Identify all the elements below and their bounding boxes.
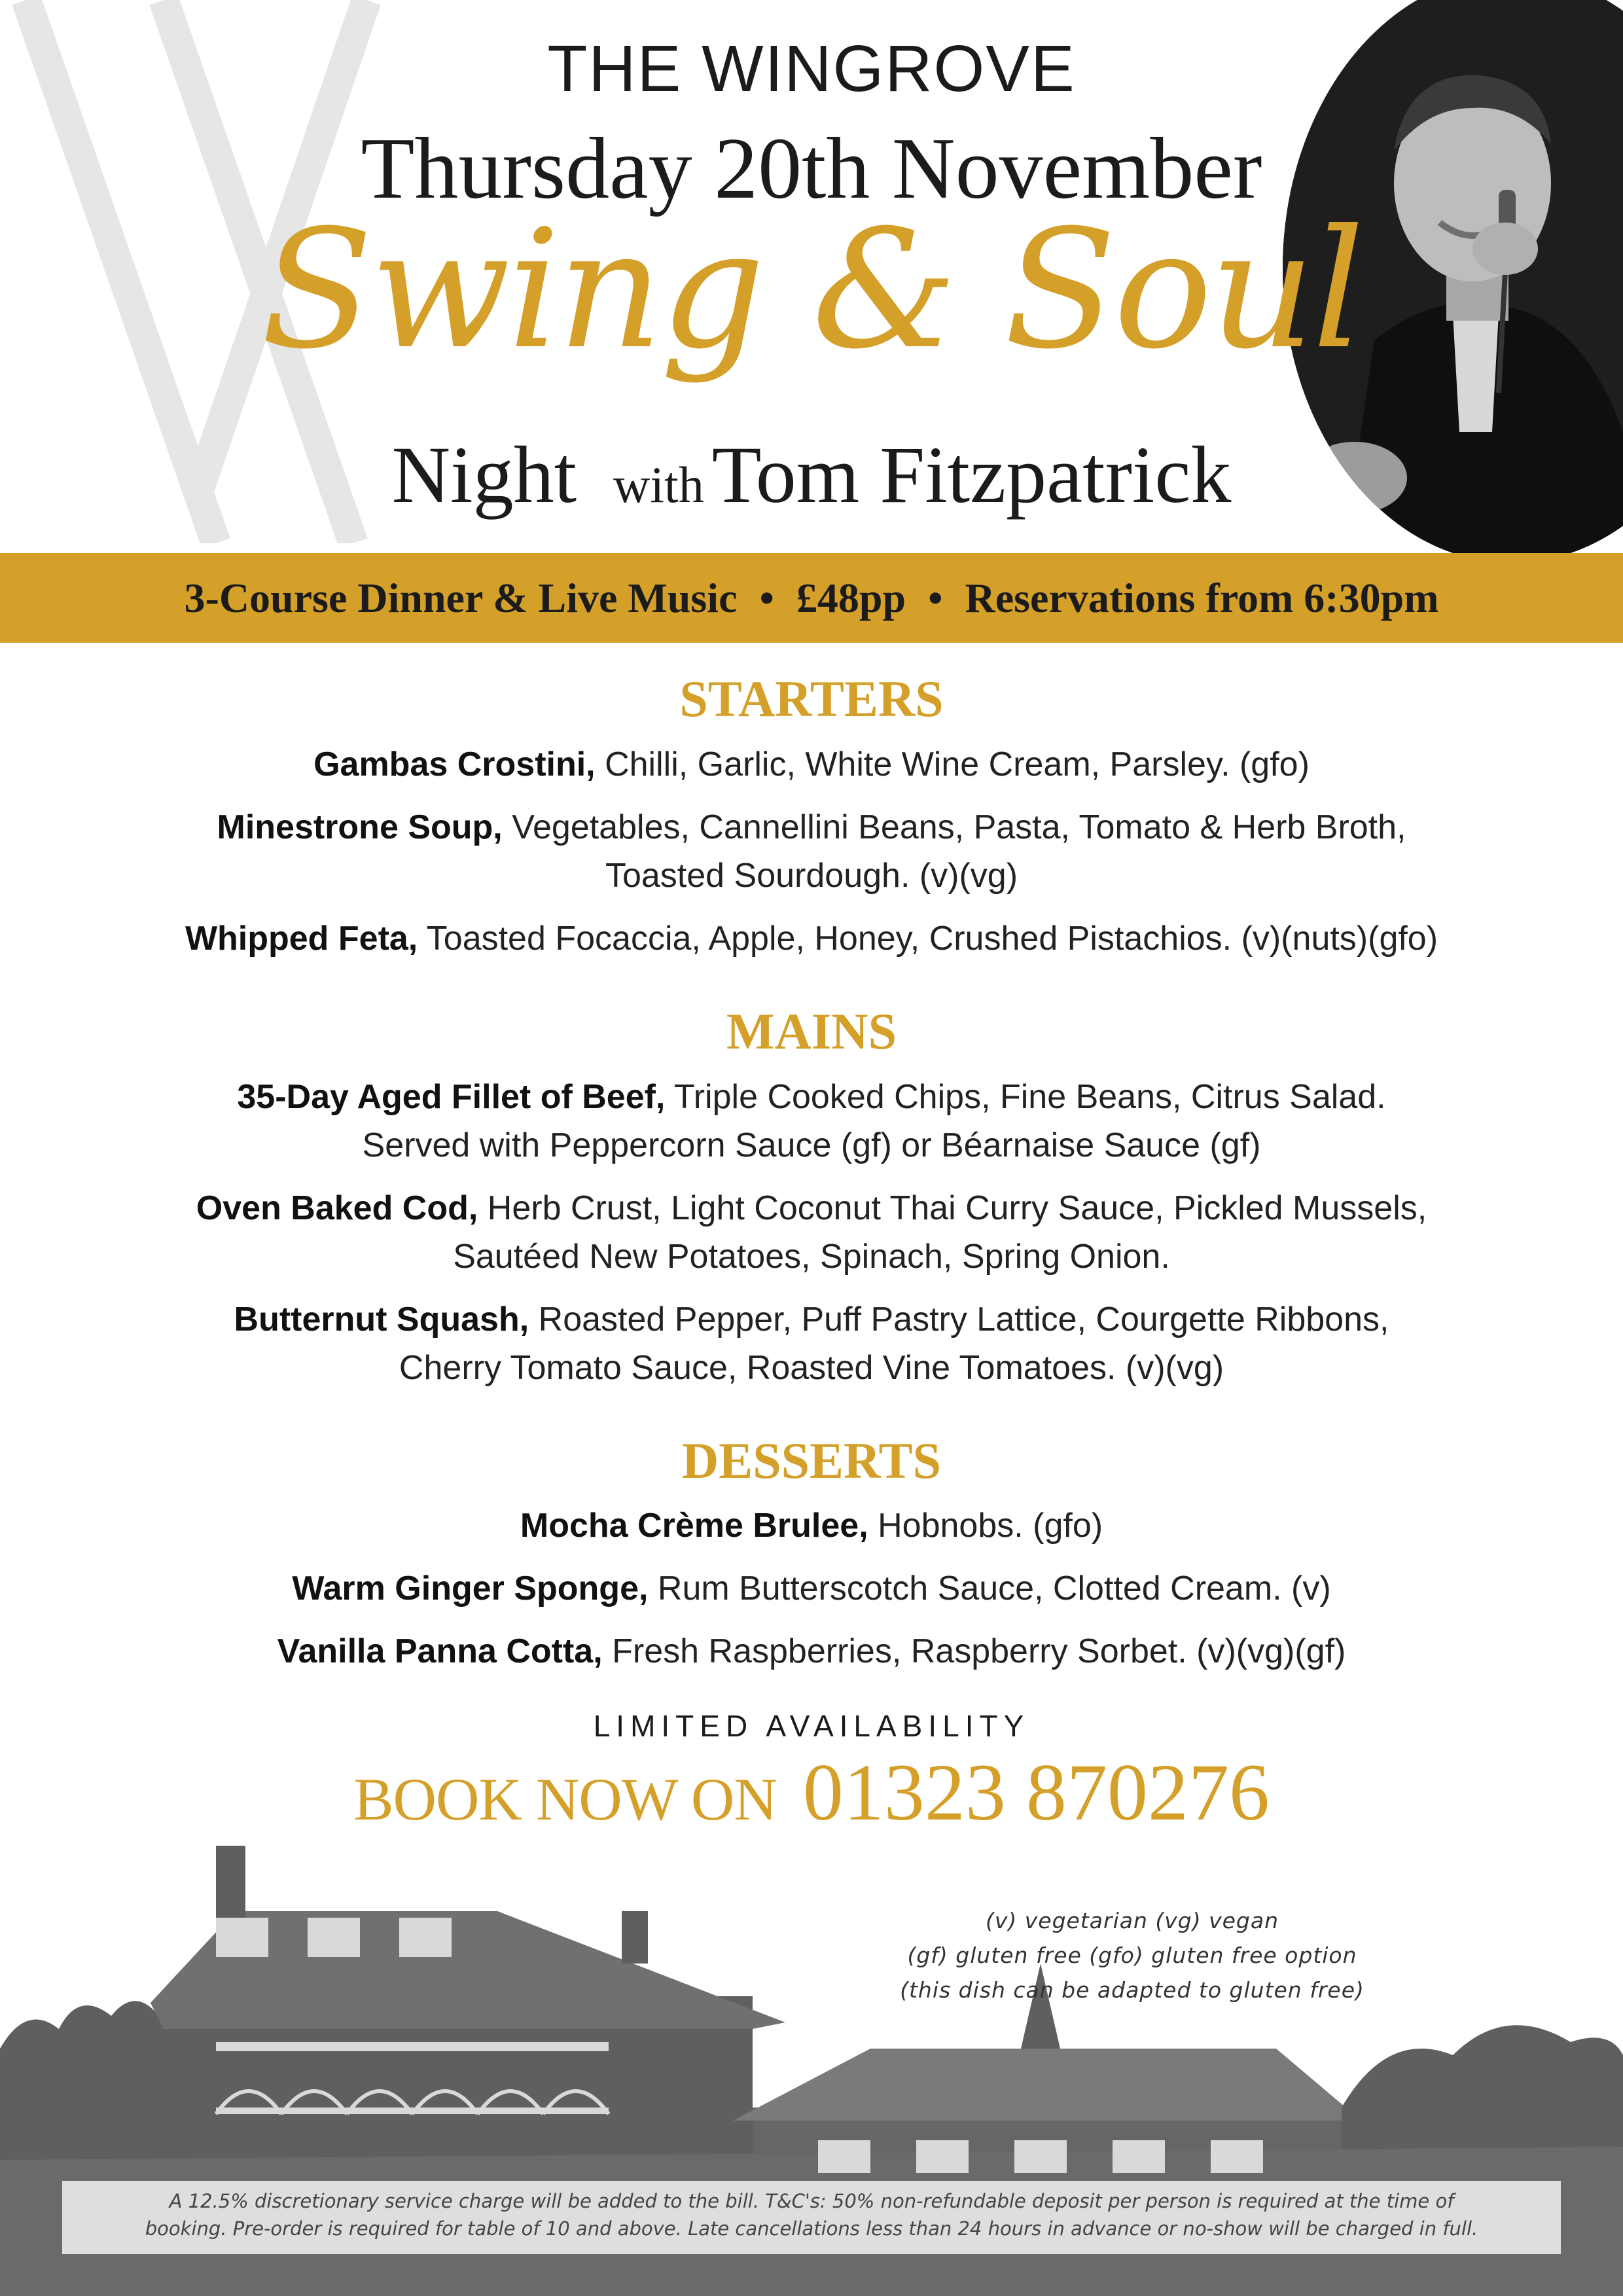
starters-heading: STARTERS xyxy=(679,670,944,727)
event-date: Thursday 20th November xyxy=(361,120,1262,217)
menu-item xyxy=(0,1564,1623,1613)
menu-item xyxy=(0,1184,1623,1281)
mains-heading: MAINS xyxy=(726,1002,897,1060)
dish-description-line2: Cherry Tomato Sauce, Roasted Vine Tomatoes. (v)(vg) xyxy=(399,1348,1224,1387)
dish-name: Whipped Feta, xyxy=(185,919,418,958)
dish-description-line2: Sautéed New Potatoes, Spinach, Spring Onion. xyxy=(453,1237,1170,1276)
dish-description-line2: Toasted Sourdough. (v)(vg) xyxy=(605,856,1018,895)
dish-description: Herb Crust, Light Coconut Thai Curry Sauce, Pickled Mussels, xyxy=(478,1189,1427,1227)
menu-item xyxy=(0,1627,1623,1676)
night-word: Night xyxy=(391,430,577,520)
dish-description: Rum Butterscotch Sauce, Clotted Cream. (v) xyxy=(648,1570,1331,1608)
dish-name: 35-Day Aged Fillet of Beef, xyxy=(237,1077,666,1116)
menu xyxy=(0,671,1623,1690)
dish-description-line2: Served with Peppercorn Sauce (gf) or Béarnaise Sauce (gf) xyxy=(362,1126,1261,1164)
band-reservations: Reservations from 6:30pm xyxy=(965,574,1439,621)
dish-name: Oven Baked Cod, xyxy=(196,1189,478,1227)
menu-item xyxy=(0,1501,1623,1550)
dish-name: Warm Ginger Sponge, xyxy=(292,1570,649,1608)
menu-item xyxy=(0,1073,1623,1170)
night-with-performer xyxy=(0,429,1623,522)
dish-description: Toasted Focaccia, Apple, Honey, Crushed Pistachios. (v)(nuts)(gfo) xyxy=(418,919,1438,958)
dish-description: Triple Cooked Chips, Fine Beans, Citrus Salad. xyxy=(665,1077,1386,1116)
with-word: with xyxy=(613,456,704,513)
menu-item xyxy=(0,1295,1623,1392)
dish-description: Hobnobs. (gfo) xyxy=(868,1507,1103,1545)
menu-item xyxy=(0,914,1623,963)
dish-name: Mocha Crème Brulee, xyxy=(520,1507,868,1545)
dietary-legend xyxy=(851,1903,1414,2007)
dish-name: Vanilla Panna Cotta, xyxy=(277,1632,603,1671)
performer-name: Tom Fitzpatrick xyxy=(711,430,1232,520)
band-price: £48pp xyxy=(796,574,906,621)
dish-description: Vegetables, Cannellini Beans, Pasta, Tomato & Herb Broth, xyxy=(502,808,1406,846)
event-info-band xyxy=(0,553,1623,643)
band-separator: • xyxy=(928,574,943,621)
legend-line: (v) vegetarian (vg) vegan xyxy=(985,1908,1279,1933)
menu-item xyxy=(0,740,1623,789)
event-title-script: Swing & Soul xyxy=(260,194,1363,385)
dish-name: Gambas Crostini, xyxy=(313,745,596,783)
terms-line: booking. Pre-order is required for table of 10 and above. Late cancellations less than 24 hours in advance or no-show will be charged in full. xyxy=(145,2217,1478,2240)
legend-line: (gf) gluten free (gfo) gluten free option xyxy=(907,1943,1357,1968)
book-now-line xyxy=(0,1746,1623,1839)
venue-name: THE WINGROVE xyxy=(547,32,1076,105)
terms-line: A 12.5% discretionary service charge will be added to the bill. T&C's: 50% non-refundable deposit per person is required at the time of xyxy=(169,2190,1454,2212)
phone-number[interactable]: 01323 870276 xyxy=(802,1748,1270,1837)
dish-description: Fresh Raspberries, Raspberry Sorbet. (v)(vg)(gf) xyxy=(602,1632,1346,1671)
limited-availability: LIMITED AVAILABILITY xyxy=(593,1709,1030,1743)
terms-and-conditions xyxy=(62,2181,1561,2254)
band-dinner-music: 3-Course Dinner & Live Music xyxy=(184,574,738,621)
dish-description: Roasted Pepper, Puff Pastry Lattice, Courgette Ribbons, xyxy=(529,1300,1389,1338)
dish-name: Butternut Squash, xyxy=(234,1300,529,1338)
desserts-heading: DESSERTS xyxy=(681,1431,942,1489)
menu-item xyxy=(0,803,1623,900)
legend-line: (this dish can be adapted to gluten free) xyxy=(900,1977,1364,2003)
band-separator: • xyxy=(759,574,774,621)
dish-name: Minestrone Soup, xyxy=(217,808,503,846)
book-now-label: BOOK NOW ON xyxy=(353,1766,777,1833)
dish-description: Chilli, Garlic, White Wine Cream, Parsley. (gfo) xyxy=(595,745,1310,783)
